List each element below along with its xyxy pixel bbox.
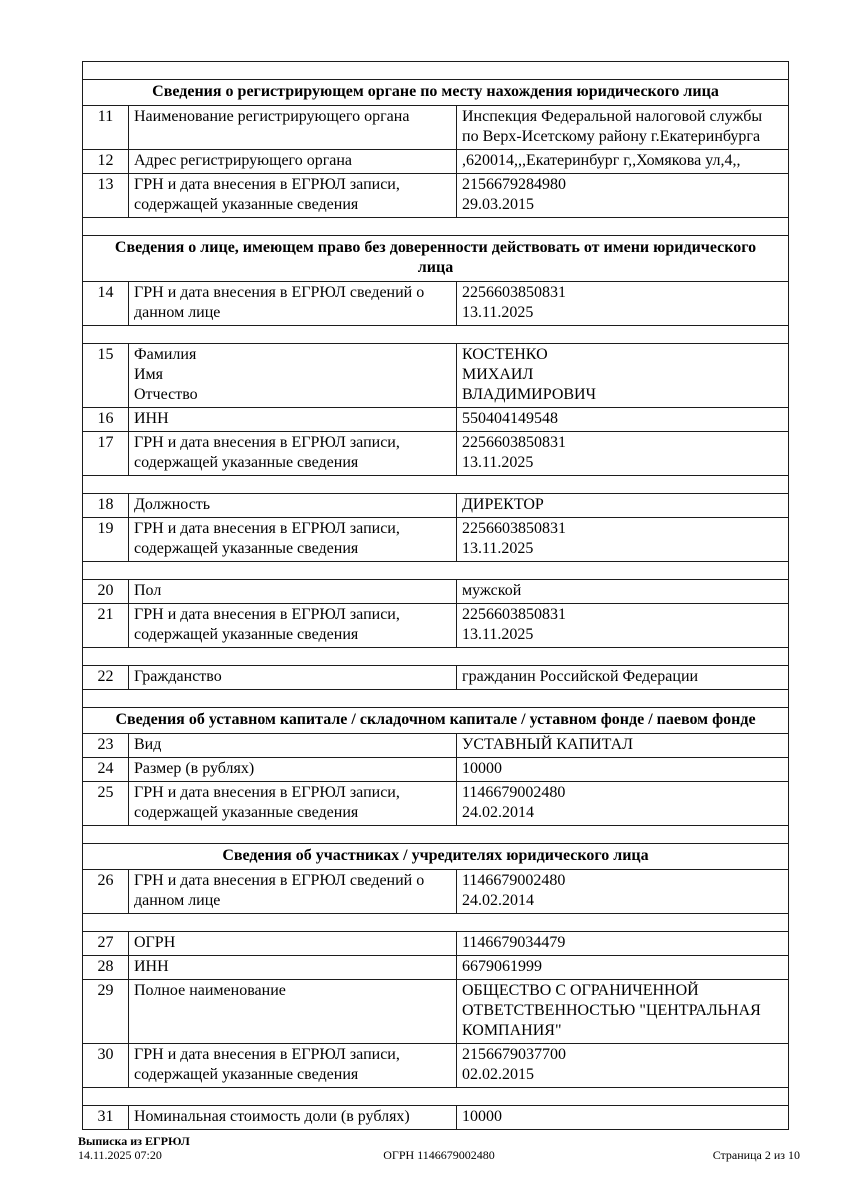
table-row <box>83 432 789 476</box>
table-row <box>83 604 789 648</box>
row-value: ДИРЕКТОР <box>457 494 789 518</box>
spacer-cell <box>83 218 789 236</box>
row-label: ИНН <box>129 408 457 432</box>
row-value: 2156679037700 02.02.2015 <box>457 1044 789 1088</box>
spacer-cell <box>83 648 789 666</box>
table-row <box>83 150 789 174</box>
row-number: 11 <box>83 106 129 150</box>
section-header-row <box>83 844 789 870</box>
row-number: 17 <box>83 432 129 476</box>
spacer-cell <box>83 562 789 580</box>
spacer-row <box>83 690 789 708</box>
row-value: 2256603850831 13.11.2025 <box>457 604 789 648</box>
row-label: Вид <box>129 734 457 758</box>
footer-page-number: Страница 2 из 10 <box>712 1148 801 1162</box>
spacer-row <box>83 562 789 580</box>
table-row <box>83 344 789 408</box>
row-number: 23 <box>83 734 129 758</box>
row-label: Гражданство <box>129 666 457 690</box>
row-label: ГРН и дата внесения в ЕГРЮЛ записи, содержащей указанные сведения <box>129 782 457 826</box>
row-number: 12 <box>83 150 129 174</box>
egrul-table-body <box>83 62 789 1130</box>
row-label: Наименование регистрирующего органа <box>129 106 457 150</box>
section-header: Сведения об уставном капитале / складочном капитале / уставном фонде / паевом фонде <box>83 708 789 734</box>
table-row <box>83 758 789 782</box>
table-row <box>83 174 789 218</box>
row-number: 31 <box>83 1106 129 1130</box>
row-number: 19 <box>83 518 129 562</box>
spacer-cell <box>83 1088 789 1106</box>
row-number: 28 <box>83 956 129 980</box>
spacer-row <box>83 1088 789 1106</box>
row-number: 21 <box>83 604 129 648</box>
section-header: Сведения о лице, имеющем право без доверенности действовать от имени юридического лица <box>83 236 789 282</box>
row-number: 20 <box>83 580 129 604</box>
table-row <box>83 408 789 432</box>
row-number: 13 <box>83 174 129 218</box>
spacer-row <box>83 648 789 666</box>
row-label: Адрес регистрирующего органа <box>129 150 457 174</box>
row-label: Номинальная стоимость доли (в рублях) <box>129 1106 457 1130</box>
row-value: 2156679284980 29.03.2015 <box>457 174 789 218</box>
row-number: 22 <box>83 666 129 690</box>
row-value: 1146679002480 24.02.2014 <box>457 782 789 826</box>
spacer-cell <box>83 476 789 494</box>
row-value: 2256603850831 13.11.2025 <box>457 518 789 562</box>
table-row <box>83 870 789 914</box>
row-value: 10000 <box>457 758 789 782</box>
table-row <box>83 956 789 980</box>
row-number: 26 <box>83 870 129 914</box>
row-label: ГРН и дата внесения в ЕГРЮЛ записи, содержащей указанные сведения <box>129 174 457 218</box>
row-label: ГРН и дата внесения в ЕГРЮЛ записи, содержащей указанные сведения <box>129 604 457 648</box>
row-value: ,620014,,,Екатеринбург г,,Хомякова ул,4,, <box>457 150 789 174</box>
row-value: УСТАВНЫЙ КАПИТАЛ <box>457 734 789 758</box>
page-footer <box>78 1134 800 1162</box>
row-value: 1146679002480 24.02.2014 <box>457 870 789 914</box>
table-row <box>83 1106 789 1130</box>
row-value: 1146679034479 <box>457 932 789 956</box>
spacer-row <box>83 826 789 844</box>
row-number: 25 <box>83 782 129 826</box>
row-number: 30 <box>83 1044 129 1088</box>
row-value: КОСТЕНКО МИХАИЛ ВЛАДИМИРОВИЧ <box>457 344 789 408</box>
row-label: ОГРН <box>129 932 457 956</box>
row-number: 29 <box>83 980 129 1044</box>
table-row <box>83 782 789 826</box>
row-label: Пол <box>129 580 457 604</box>
spacer-row <box>83 326 789 344</box>
footer-doc-title: Выписка из ЕГРЮЛ <box>78 1134 190 1148</box>
row-label: ГРН и дата внесения в ЕГРЮЛ записи, содержащей указанные сведения <box>129 1044 457 1088</box>
table-row <box>83 494 789 518</box>
row-value: гражданин Российской Федерации <box>457 666 789 690</box>
section-header-row <box>83 80 789 106</box>
spacer-cell <box>83 914 789 932</box>
row-number: 27 <box>83 932 129 956</box>
row-label: Фамилия Имя Отчество <box>129 344 457 408</box>
section-header: Сведения о регистрирующем органе по месту нахождения юридического лица <box>83 80 789 106</box>
section-header-row <box>83 236 789 282</box>
spacer-cell <box>83 326 789 344</box>
row-value: 2256603850831 13.11.2025 <box>457 282 789 326</box>
table-row <box>83 580 789 604</box>
table-row <box>83 106 789 150</box>
table-row <box>83 734 789 758</box>
row-value: мужской <box>457 580 789 604</box>
table-row <box>83 932 789 956</box>
spacer-cell <box>83 690 789 708</box>
table-row <box>83 666 789 690</box>
spacer-cell <box>83 826 789 844</box>
row-label: Размер (в рублях) <box>129 758 457 782</box>
spacer-row <box>83 62 789 80</box>
footer-left-block <box>78 1134 319 1162</box>
row-label: ИНН <box>129 956 457 980</box>
row-number: 16 <box>83 408 129 432</box>
row-number: 14 <box>83 282 129 326</box>
table-row <box>83 980 789 1044</box>
table-row <box>83 1044 789 1088</box>
egrul-table <box>82 61 789 1130</box>
table-row <box>83 282 789 326</box>
row-label: ГРН и дата внесения в ЕГРЮЛ записи, содержащей указанные сведения <box>129 432 457 476</box>
row-label: Должность <box>129 494 457 518</box>
footer-ogrn: ОГРН 1146679002480 <box>383 1148 495 1162</box>
section-header-row <box>83 708 789 734</box>
row-label: Полное наименование <box>129 980 457 1044</box>
section-header: Сведения об участниках / учредителях юридического лица <box>83 844 789 870</box>
row-label: ГРН и дата внесения в ЕГРЮЛ записи, содержащей указанные сведения <box>129 518 457 562</box>
spacer-row <box>83 218 789 236</box>
footer-datetime: 14.11.2025 07:20 <box>78 1148 162 1162</box>
table-row <box>83 518 789 562</box>
row-number: 18 <box>83 494 129 518</box>
row-value: 6679061999 <box>457 956 789 980</box>
row-label: ГРН и дата внесения в ЕГРЮЛ сведений о данном лице <box>129 870 457 914</box>
row-value: 10000 <box>457 1106 789 1130</box>
row-number: 15 <box>83 344 129 408</box>
spacer-row <box>83 476 789 494</box>
row-value: ОБЩЕСТВО С ОГРАНИЧЕННОЙ ОТВЕТСТВЕННОСТЬЮ "ЦЕНТРАЛЬНАЯ КОМПАНИЯ" <box>457 980 789 1044</box>
row-value: 2256603850831 13.11.2025 <box>457 432 789 476</box>
spacer-cell <box>83 62 789 80</box>
spacer-row <box>83 914 789 932</box>
row-label: ГРН и дата внесения в ЕГРЮЛ сведений о данном лице <box>129 282 457 326</box>
row-number: 24 <box>83 758 129 782</box>
row-value: Инспекция Федеральной налоговой службы по Верх-Исетскому району г.Екатеринбурга <box>457 106 789 150</box>
row-value: 550404149548 <box>457 408 789 432</box>
